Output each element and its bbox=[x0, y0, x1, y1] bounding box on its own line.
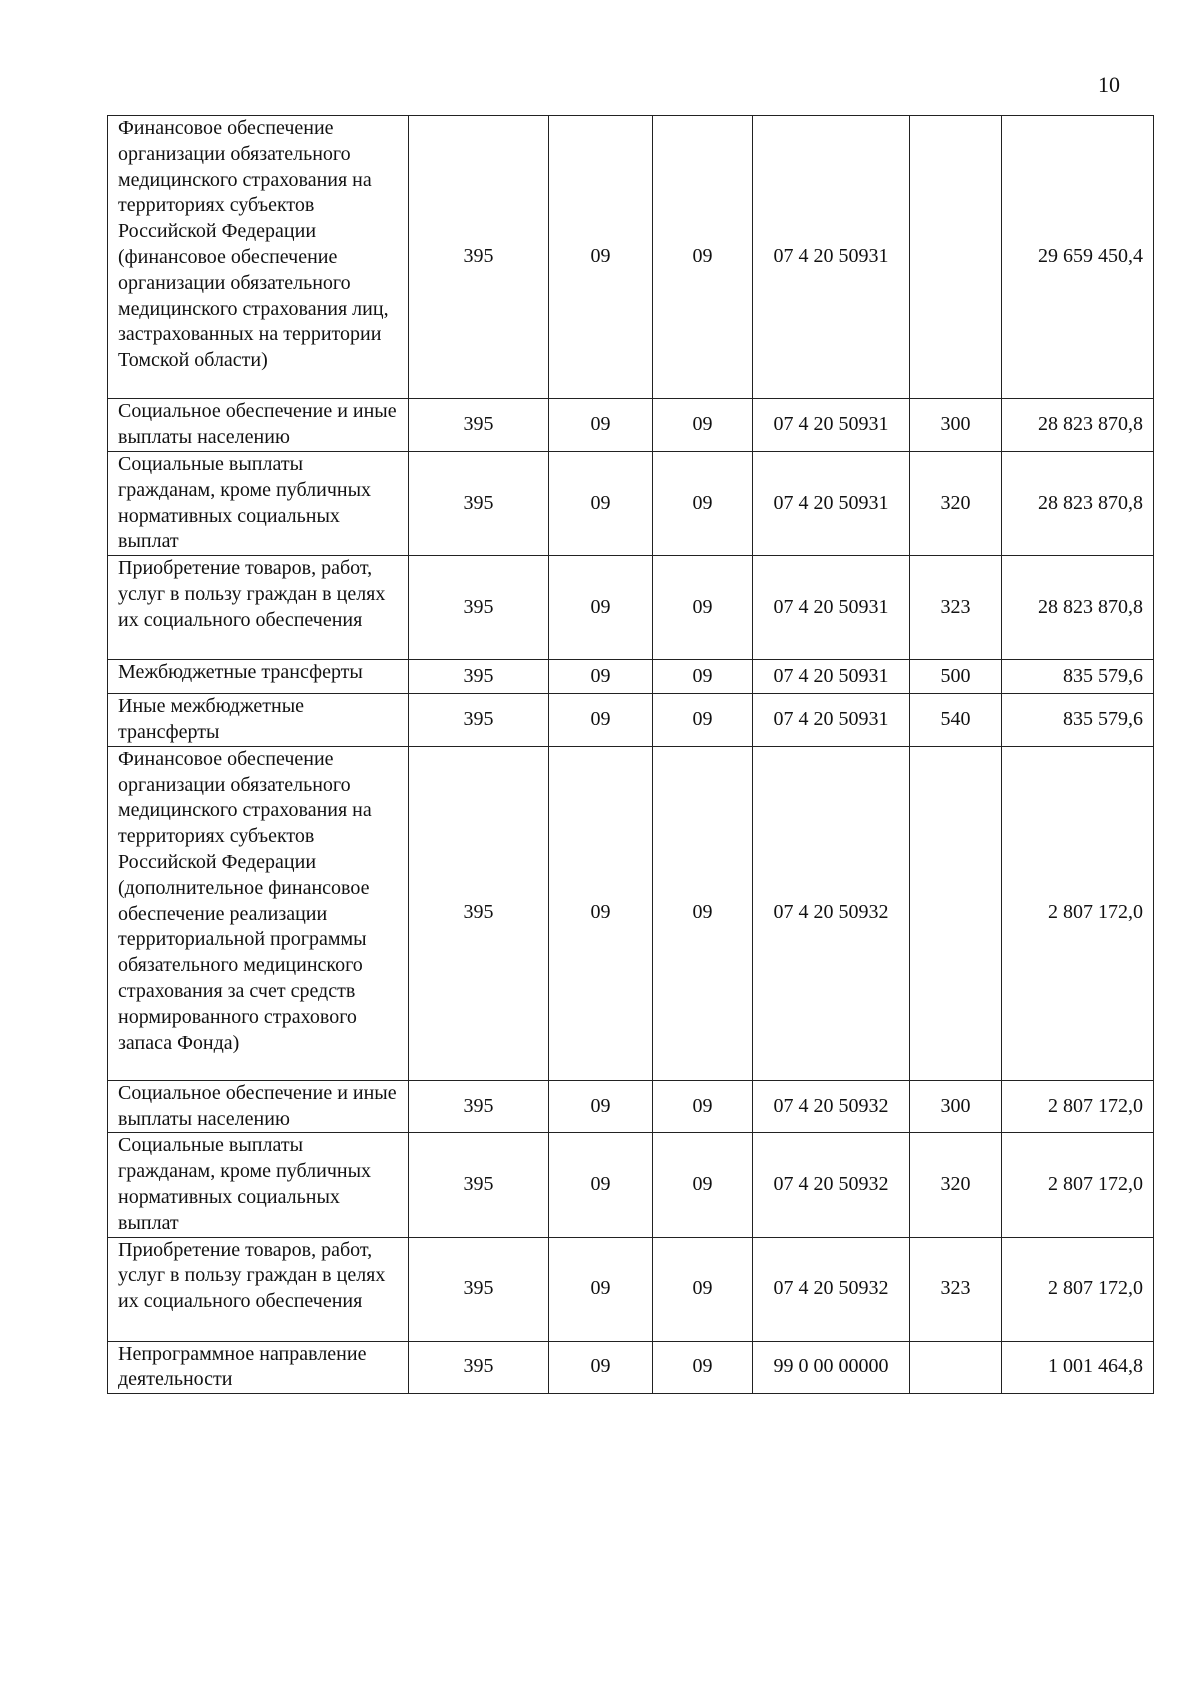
subsection-code: 09 bbox=[653, 1341, 753, 1394]
subsection-code: 09 bbox=[653, 694, 753, 747]
target-article-code: 07 4 20 50931 bbox=[753, 694, 910, 747]
subsection-code: 09 bbox=[653, 556, 753, 660]
row-name: Социальные выплаты гражданам, кроме публичных нормативных социальных выплат bbox=[108, 452, 409, 556]
expense-type-code bbox=[910, 746, 1002, 1080]
table-row bbox=[108, 1237, 1154, 1341]
ministry-code: 395 bbox=[409, 694, 549, 747]
expense-type-code: 320 bbox=[910, 452, 1002, 556]
target-article-code: 07 4 20 50932 bbox=[753, 1080, 910, 1133]
ministry-code: 395 bbox=[409, 452, 549, 556]
amount-value: 835 579,6 bbox=[1002, 694, 1154, 747]
amount-value: 28 823 870,8 bbox=[1002, 399, 1154, 452]
expense-type-code: 500 bbox=[910, 660, 1002, 694]
subsection-code: 09 bbox=[653, 1080, 753, 1133]
ministry-code: 395 bbox=[409, 1237, 549, 1341]
ministry-code: 395 bbox=[409, 116, 549, 399]
subsection-code: 09 bbox=[653, 660, 753, 694]
table-row bbox=[108, 1341, 1154, 1394]
section-code: 09 bbox=[549, 746, 653, 1080]
expense-type-code: 323 bbox=[910, 556, 1002, 660]
expense-type-code: 300 bbox=[910, 399, 1002, 452]
ministry-code: 395 bbox=[409, 660, 549, 694]
table-row bbox=[108, 660, 1154, 694]
ministry-code: 395 bbox=[409, 1341, 549, 1394]
section-code: 09 bbox=[549, 1080, 653, 1133]
table-row bbox=[108, 694, 1154, 747]
section-code: 09 bbox=[549, 694, 653, 747]
target-article-code: 99 0 00 00000 bbox=[753, 1341, 910, 1394]
section-code: 09 bbox=[549, 399, 653, 452]
ministry-code: 395 bbox=[409, 1133, 549, 1237]
subsection-code: 09 bbox=[653, 116, 753, 399]
target-article-code: 07 4 20 50931 bbox=[753, 452, 910, 556]
section-code: 09 bbox=[549, 1341, 653, 1394]
expense-type-code bbox=[910, 1341, 1002, 1394]
expense-type-code bbox=[910, 116, 1002, 399]
table-row bbox=[108, 452, 1154, 556]
table-row bbox=[108, 116, 1154, 399]
table-row bbox=[108, 399, 1154, 452]
ministry-code: 395 bbox=[409, 399, 549, 452]
amount-value: 2 807 172,0 bbox=[1002, 1080, 1154, 1133]
subsection-code: 09 bbox=[653, 1237, 753, 1341]
row-name: Иные межбюджетные трансферты bbox=[108, 694, 409, 747]
amount-value: 1 001 464,8 bbox=[1002, 1341, 1154, 1394]
target-article-code: 07 4 20 50931 bbox=[753, 660, 910, 694]
ministry-code: 395 bbox=[409, 556, 549, 660]
budget-table bbox=[107, 115, 1154, 1394]
target-article-code: 07 4 20 50931 bbox=[753, 399, 910, 452]
section-code: 09 bbox=[549, 1133, 653, 1237]
target-article-code: 07 4 20 50931 bbox=[753, 556, 910, 660]
amount-value: 2 807 172,0 bbox=[1002, 746, 1154, 1080]
subsection-code: 09 bbox=[653, 452, 753, 556]
target-article-code: 07 4 20 50932 bbox=[753, 1237, 910, 1341]
row-name: Социальное обеспечение и иные выплаты населению bbox=[108, 1080, 409, 1133]
section-code: 09 bbox=[549, 116, 653, 399]
section-code: 09 bbox=[549, 556, 653, 660]
expense-type-code: 320 bbox=[910, 1133, 1002, 1237]
subsection-code: 09 bbox=[653, 746, 753, 1080]
subsection-code: 09 bbox=[653, 399, 753, 452]
table-row bbox=[108, 746, 1154, 1080]
row-name: Приобретение товаров, работ, услуг в пользу граждан в целях их социального обеспечения bbox=[108, 1237, 409, 1341]
section-code: 09 bbox=[549, 452, 653, 556]
expense-type-code: 323 bbox=[910, 1237, 1002, 1341]
amount-value: 28 823 870,8 bbox=[1002, 452, 1154, 556]
table-row bbox=[108, 556, 1154, 660]
section-code: 09 bbox=[549, 660, 653, 694]
target-article-code: 07 4 20 50932 bbox=[753, 1133, 910, 1237]
table-row bbox=[108, 1080, 1154, 1133]
amount-value: 2 807 172,0 bbox=[1002, 1133, 1154, 1237]
expense-type-code: 540 bbox=[910, 694, 1002, 747]
subsection-code: 09 bbox=[653, 1133, 753, 1237]
page-number: 10 bbox=[1098, 72, 1120, 97]
ministry-code: 395 bbox=[409, 746, 549, 1080]
amount-value: 28 823 870,8 bbox=[1002, 556, 1154, 660]
row-name: Социальное обеспечение и иные выплаты населению bbox=[108, 399, 409, 452]
amount-value: 29 659 450,4 bbox=[1002, 116, 1154, 399]
table-row bbox=[108, 1133, 1154, 1237]
expense-type-code: 300 bbox=[910, 1080, 1002, 1133]
row-name: Приобретение товаров, работ, услуг в пользу граждан в целях их социального обеспечения bbox=[108, 556, 409, 660]
row-name: Социальные выплаты гражданам, кроме публичных нормативных социальных выплат bbox=[108, 1133, 409, 1237]
section-code: 09 bbox=[549, 1237, 653, 1341]
ministry-code: 395 bbox=[409, 1080, 549, 1133]
row-name: Межбюджетные трансферты bbox=[108, 660, 409, 694]
row-name: Непрограммное направление деятельности bbox=[108, 1341, 409, 1394]
target-article-code: 07 4 20 50932 bbox=[753, 746, 910, 1080]
amount-value: 835 579,6 bbox=[1002, 660, 1154, 694]
target-article-code: 07 4 20 50931 bbox=[753, 116, 910, 399]
amount-value: 2 807 172,0 bbox=[1002, 1237, 1154, 1341]
row-name: Финансовое обеспечение организации обязательного медицинского страхования на территориях субъектов Российской Федерации (дополнительное финансовое обеспечение реализации территориальной программы обязательного медицинского страхования за счет средств нормированного страхового запаса Фонда) bbox=[108, 746, 409, 1080]
row-name: Финансовое обеспечение организации обязательного медицинского страхования на территориях субъектов Российской Федерации (финансовое обеспечение организации обязательного медицинского страхования лиц, застрахованных на территории Томской области) bbox=[108, 116, 409, 399]
